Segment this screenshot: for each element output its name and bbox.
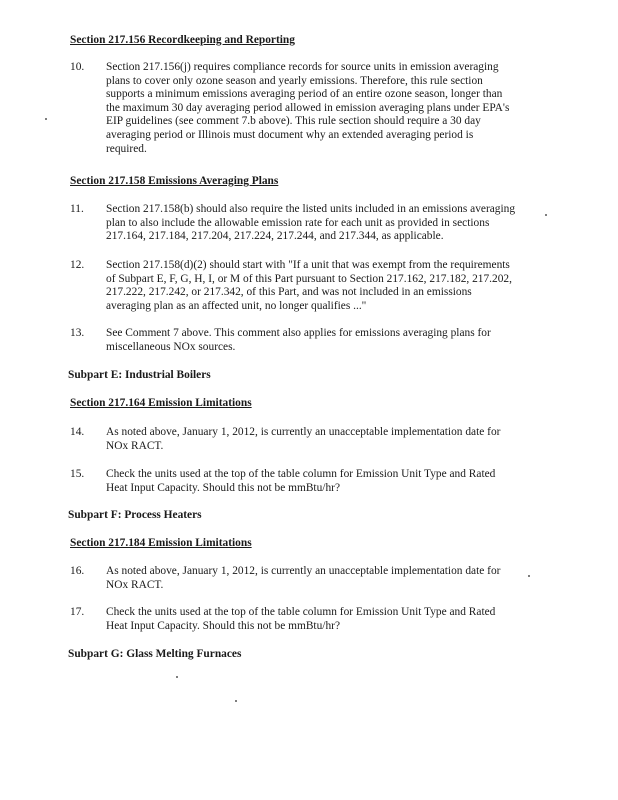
- item-number: 15.: [70, 468, 85, 480]
- item-line: averaging period or Illinois must document why an extended averaging period is: [106, 128, 474, 141]
- scan-speck: [235, 700, 237, 702]
- item-number: 10.: [70, 61, 85, 73]
- subpart-heading-f: Subpart F: Process Heaters: [68, 509, 202, 521]
- item-body: [106, 606, 536, 633]
- item-line: 217.222, 217.242, or 217.342, of this Part, and was not included in an emissions: [106, 286, 472, 299]
- item-line: supports a minimum emissions averaging period of an entire ozone season, longer than: [106, 88, 503, 101]
- item-body: [106, 426, 536, 453]
- subpart-heading-e: Subpart E: Industrial Boilers: [68, 369, 211, 381]
- item-line: Check the units used at the top of the table column for Emission Unit Type and Rated: [106, 606, 496, 618]
- item-line: NOx RACT.: [106, 439, 164, 452]
- scan-speck: [176, 676, 178, 678]
- section-heading-217-184: Section 217.184 Emission Limitations: [70, 537, 252, 549]
- item-line: Section 217.156(j) requires compliance records for source units in emission averaging: [106, 61, 499, 73]
- item-line: Section 217.158(b) should also require the listed units included in an emissions averaging: [106, 203, 516, 215]
- item-body: [106, 203, 536, 244]
- item-number: 16.: [70, 565, 85, 577]
- item-line: EIP guidelines (see comment 7.b above). This rule section should require a 30 day: [106, 115, 481, 128]
- item-number: 12.: [70, 259, 85, 271]
- section-heading-217-164: Section 217.164 Emission Limitations: [70, 397, 252, 409]
- item-line: 217.164, 217.184, 217.204, 217.224, 217.244, and 217.344, as applicable.: [106, 230, 444, 243]
- item-body: [106, 468, 536, 495]
- item-line: NOx RACT.: [106, 578, 164, 591]
- item-number: 13.: [70, 327, 85, 339]
- item-body: [106, 565, 536, 592]
- item-line: See Comment 7 above. This comment also applies for emissions averaging plans for: [106, 327, 491, 339]
- item-line: Heat Input Capacity. Should this not be mmBtu/hr?: [106, 481, 341, 494]
- item-line: plan to also include the allowable emission rate for each unit as provided in sections: [106, 216, 490, 229]
- item-line: miscellaneous NOx sources.: [106, 340, 236, 353]
- section-heading-217-158: Section 217.158 Emissions Averaging Plans: [70, 175, 279, 187]
- scan-speck: [528, 575, 530, 577]
- item-line: plans to cover only ozone season and yearly emissions. Therefore, this rule section: [106, 74, 483, 87]
- item-body: [106, 259, 536, 313]
- scan-speck: [45, 118, 47, 120]
- item-number: 14.: [70, 426, 85, 438]
- item-line: As noted above, January 1, 2012, is currently an unacceptable implementation date for: [106, 565, 501, 577]
- item-line: Heat Input Capacity. Should this not be mmBtu/hr?: [106, 619, 341, 632]
- item-body: [106, 61, 536, 156]
- item-line: required.: [106, 142, 147, 155]
- item-line: Section 217.158(d)(2) should start with "If a unit that was exempt from the requirements: [106, 259, 510, 271]
- item-body: [106, 327, 536, 354]
- subpart-heading-g: Subpart G: Glass Melting Furnaces: [68, 648, 242, 660]
- item-number: 17.: [70, 606, 85, 618]
- item-line: averaging plan as an affected unit, no longer qualifies ...": [106, 299, 367, 312]
- scan-speck: [545, 214, 547, 216]
- item-line: the maximum 30 day averaging period allowed in emission averaging plans under EPA's: [106, 101, 510, 114]
- item-line: of Subpart E, F, G, H, I, or M of this Part pursuant to Section 217.162, 217.182, 217.202,: [106, 272, 512, 285]
- item-line: Check the units used at the top of the table column for Emission Unit Type and Rated: [106, 468, 496, 480]
- item-number: 11.: [70, 203, 84, 215]
- item-line: As noted above, January 1, 2012, is currently an unacceptable implementation date for: [106, 426, 501, 438]
- section-heading-217-156: Section 217.156 Recordkeeping and Reporting: [70, 34, 295, 46]
